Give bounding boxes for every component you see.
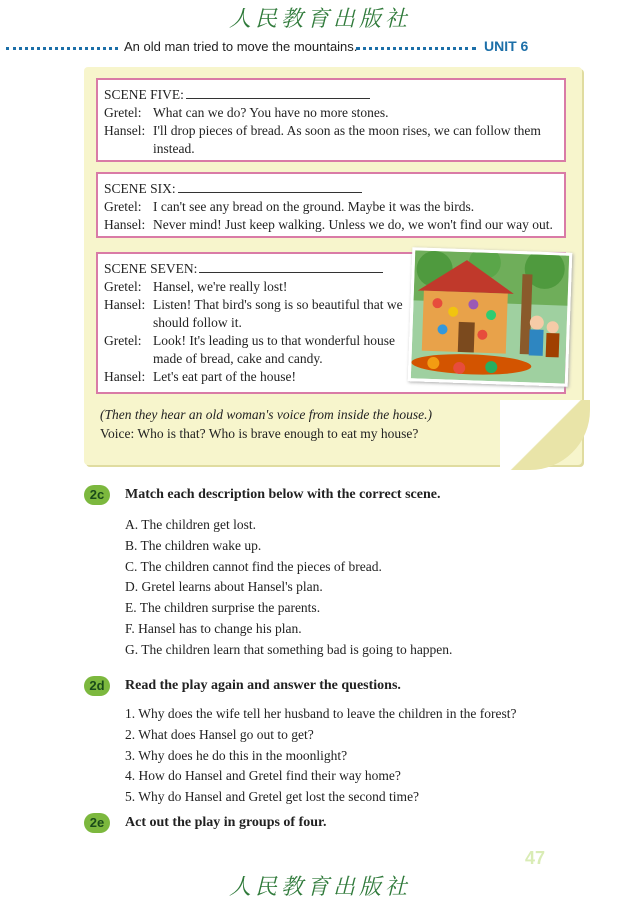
list-item: C. The children cannot find the pieces of bread. xyxy=(125,558,382,574)
list-item: A. The children get lost. xyxy=(125,517,256,532)
list-item: E. The children surprise the parents. xyxy=(125,600,321,616)
dialogue-line: Hansel: I'll drop pieces of bread. As soon as the moon rises, we can follow them instead. xyxy=(104,123,541,156)
speaker: Gretel: xyxy=(104,279,142,294)
dialogue-line: Hansel: Listen! That bird's song is so beautiful that we should follow it. xyxy=(104,297,403,330)
unit-label: UNIT 6 xyxy=(484,38,529,54)
section-2c-badge: 2c xyxy=(84,485,110,505)
scene-title: SCENE FIVE: xyxy=(104,85,558,104)
section-2e-badge: 2e xyxy=(84,813,110,833)
section-2e-title: Act out the play in groups of four. xyxy=(125,815,327,830)
list-item: 2. What does Hansel go out to get? xyxy=(125,726,314,742)
speaker: Hansel: xyxy=(104,369,146,384)
stage-direction: (Then they hear an old woman's voice from inside the house.) xyxy=(100,407,432,422)
section-2c-list xyxy=(125,515,452,661)
list-item: B. The children wake up. xyxy=(125,537,262,553)
list-item: G. The children learn that something bad is going to happen. xyxy=(125,641,453,657)
answer-blank[interactable] xyxy=(178,179,362,193)
speaker: Hansel: xyxy=(104,123,146,138)
scene-six-box xyxy=(96,172,566,238)
section-2c-title: Match each description below with the correct scene. xyxy=(125,487,441,502)
list-item: 1. Why does the wife tell her husband to leave the children in the forest? xyxy=(125,706,517,721)
list-item: 4. How do Hansel and Gretel find their way home? xyxy=(125,768,401,784)
list-item: F. Hansel has to change his plan. xyxy=(125,620,302,636)
header-dots-left xyxy=(6,47,118,50)
speaker: Gretel: xyxy=(104,199,142,214)
dialogue-line: Hansel: Never mind! Just keep walking. Unless we do, we won't find our way out. xyxy=(104,217,553,232)
publisher-logo-top: 人民教育出版社 xyxy=(228,7,411,32)
list-item: D. Gretel learns about Hansel's plan. xyxy=(125,579,323,595)
dialogue-line: Gretel: I can't see any bread on the ground. Maybe it was the birds. xyxy=(104,199,475,214)
list-item: 3. Why does he do this in the moonlight? xyxy=(125,747,348,763)
section-2d-list xyxy=(125,704,517,808)
dialogue-line: Gretel: Hansel, we're really lost! xyxy=(104,279,288,294)
unit-title: An old man tried to move the mountains. xyxy=(124,39,358,54)
scene-five-box xyxy=(96,78,566,162)
dialogue-line: Gretel: What can we do? You have no more stones. xyxy=(104,105,389,120)
speaker: Hansel: xyxy=(104,297,146,312)
candy-house-illustration xyxy=(408,247,573,387)
scene-title: SCENE SIX: xyxy=(104,179,558,198)
speaker: Gretel: xyxy=(104,333,142,348)
answer-blank[interactable] xyxy=(199,259,383,273)
section-2d-badge: 2d xyxy=(84,676,110,696)
scene-title: SCENE SEVEN: xyxy=(104,259,409,278)
header-dots-right xyxy=(356,47,476,50)
publisher-logo-bottom: 人民教育出版社 xyxy=(228,875,411,900)
voice-line: Voice: Who is that? Who is brave enough to eat my house? xyxy=(100,426,419,441)
page-header xyxy=(0,38,640,58)
answer-blank[interactable] xyxy=(186,85,370,99)
dialogue-line: Gretel: Look! It's leading us to that wonderful house made of bread, cake and candy. xyxy=(104,333,396,366)
page-number: 47 xyxy=(524,848,546,868)
stage-directions xyxy=(100,405,432,443)
speaker: Hansel: xyxy=(104,217,146,232)
speaker: Gretel: xyxy=(104,105,142,120)
section-2d-title: Read the play again and answer the questions. xyxy=(125,678,401,693)
dialogue-line: Hansel: Let's eat part of the house! xyxy=(104,369,297,384)
list-item: 5. Why do Hansel and Gretel get lost the second time? xyxy=(125,789,420,805)
